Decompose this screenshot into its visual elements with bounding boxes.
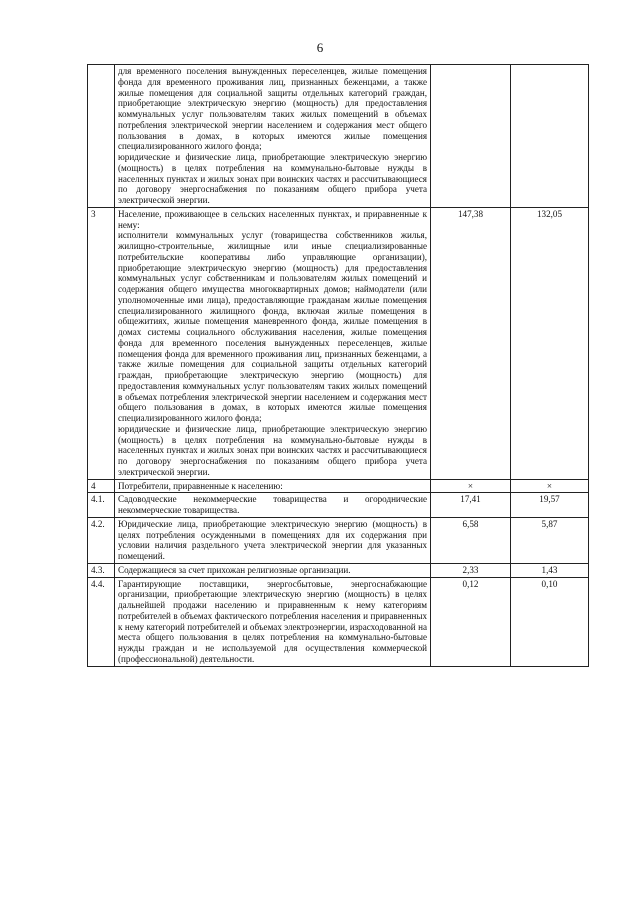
description-paragraph: Юридические лица, приобретающие электрическую энергию (мощность) в целях потребления осужденными в помещениях для их содержания при условии наличия раздельного учета электрической энергии для указанных помещений. bbox=[118, 518, 427, 561]
tariff-value-1: 2,33 bbox=[431, 563, 511, 577]
row-description bbox=[115, 207, 431, 479]
row-number: 4.3. bbox=[88, 563, 115, 577]
description-paragraph: Потребители, приравненные к населению: bbox=[118, 480, 283, 491]
description-paragraph: Население, проживающее в сельских населенных пунктах, и приравненные к нему: bbox=[118, 208, 427, 230]
tariff-value-1: × bbox=[431, 479, 511, 493]
row-number: 4.2. bbox=[88, 517, 115, 563]
tariff-value-1: 0,12 bbox=[431, 577, 511, 666]
row-description bbox=[115, 577, 431, 666]
table-row bbox=[88, 577, 589, 666]
table-row bbox=[88, 517, 589, 563]
tariff-value-1: 17,41 bbox=[431, 493, 511, 518]
table-row bbox=[88, 479, 589, 493]
description-paragraph: Содержащиеся за счет прихожан религиозные организации. bbox=[118, 564, 351, 575]
tariff-value-1 bbox=[431, 65, 511, 208]
page-number: 6 bbox=[316, 40, 324, 55]
tariff-value-2: 132,05 bbox=[511, 207, 589, 479]
row-number: 4 bbox=[88, 479, 115, 493]
description-paragraph: для временного поселения вынужденных переселенцев, жилые помещения фонда для временного проживания лиц, признанных беженцами, а также жилые помещения для социальной защиты отдельных категорий граждан, приобретающие электрическую энергию (мощность) для предоставления коммунальных услуг пользователям таких жилых помещений в объемах потребления электрической энергии населением и содержания мест общего пользования в домах, в которых имеются жилые помещения специализированного жилого фонда; bbox=[118, 66, 427, 152]
description-paragraph: юридические и физические лица, приобретающие электрическую энергию (мощность) в целях потребления на коммунально-бытовые нужды в населенных пунктах и жилых зонах при воинских частях и рассчитывающиеся по договору энергоснабжения по показаниям общего прибора учета электрической энергии. bbox=[118, 423, 427, 477]
tariff-value-1: 147,38 bbox=[431, 207, 511, 479]
tariff-table bbox=[87, 64, 589, 667]
table-row bbox=[88, 65, 589, 208]
tariff-value-2: × bbox=[511, 479, 589, 493]
table-row bbox=[88, 563, 589, 577]
tariff-value-2: 0,10 bbox=[511, 577, 589, 666]
row-description bbox=[115, 517, 431, 563]
tariff-value-1: 6,58 bbox=[431, 517, 511, 563]
description-paragraph: Гарантирующие поставщики, энергосбытовые, энергоснабжающие организации, приобретающие электрическую энергию (мощность) в целях дальнейшей продажи населению и приравненным к нему категориям потребителей в объемах фактического потребления населения и приравненных к нему категорий потребителей и объемах электроэнергии, израсходованной на места общего пользования в целях потребления на коммунально-бытовые нужды граждан и не используемой для осуществления коммерческой (профессиональной) деятельности. bbox=[118, 578, 427, 664]
row-number: 4.4. bbox=[88, 577, 115, 666]
table-row bbox=[88, 207, 589, 479]
tariff-value-2: 5,87 bbox=[511, 517, 589, 563]
row-number bbox=[88, 65, 115, 208]
description-paragraph: Садоводческие некоммерческие товарищества и огороднические некоммерческие товарищества. bbox=[118, 494, 427, 515]
row-description bbox=[115, 493, 431, 518]
row-description bbox=[115, 479, 431, 493]
row-number: 4.1. bbox=[88, 493, 115, 518]
row-description bbox=[115, 563, 431, 577]
row-number: 3 bbox=[88, 207, 115, 479]
description-paragraph: исполнители коммунальных услуг (товарищества собственников жилья, жилищно-строительные, жилищные или иные специализированные потребительские кооперативы либо управляющие организации), приобретающие электрическую энергию (мощность) для предоставления коммунальных услуг собственникам и пользователям жилых помещений и содержания общего имущества многоквартирных домов; наймодатели (или уполномоченные ими лица), предоставляющие гражданам жилые помещения специализированного жилищного фонда, включая жилые помещения в общежитиях, жилые помещения маневренного фонда, жилые помещения в домах системы социального обслуживания населения, жилые помещения фонда для временного поселения вынужденных переселенцев, жилые помещения фонда для временного проживания лиц, признанных беженцами, а также жилые помещения для социальной защиты отдельных категорий граждан, приобретающие электрическую энергию (мощность) для предоставления коммунальных услуг пользователям таких жилых помещений в объемах потребления электрической энергии населением и содержания мест общего пользования в домах, в которых имеются жилые помещения специализированного жилого фонда; bbox=[118, 230, 427, 423]
tariff-value-2: 19,57 bbox=[511, 493, 589, 518]
description-paragraph: юридические и физические лица, приобретающие электрическую энергию (мощность) в целях потребления на коммунально-бытовые нужды в населенных пунктах и жилых зонах при воинских частях и рассчитывающиеся по договору энергоснабжения по показаниям общего прибора учета электрической энергии. bbox=[118, 152, 427, 205]
tariff-value-2: 1,43 bbox=[511, 563, 589, 577]
tariff-value-2 bbox=[511, 65, 589, 208]
table-row bbox=[88, 493, 589, 518]
tariff-table-body bbox=[88, 65, 589, 667]
row-description bbox=[115, 65, 431, 208]
